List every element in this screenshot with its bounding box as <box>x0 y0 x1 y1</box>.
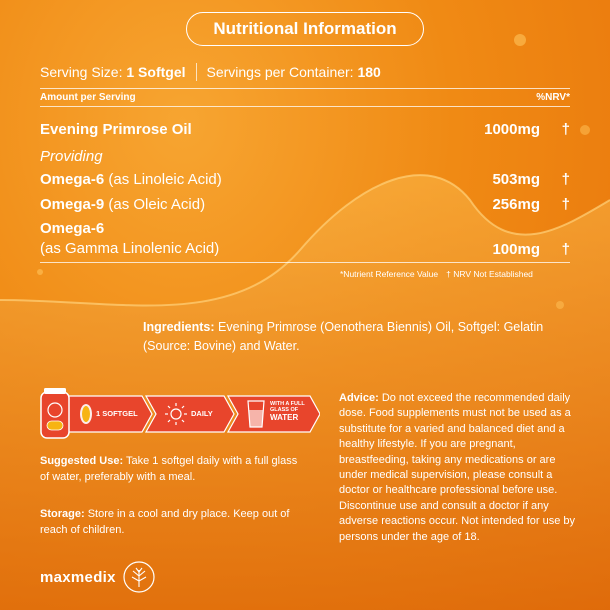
nutrient-nrv: † <box>561 171 570 188</box>
nrv-footnote: *Nutrient Reference Value <box>340 269 439 279</box>
suggested-use-text: Take 1 softgel daily with a full glass of water, preferably with a meal. <box>40 455 298 483</box>
water-label-top: WITH A FULL <box>270 401 305 407</box>
not-established-footnote: † NRV Not Established <box>446 269 533 279</box>
serving-size-value: 1 Softgel <box>126 64 186 80</box>
nutrient-nrv: † <box>561 241 570 258</box>
water-label-bottom: WATER <box>270 412 299 422</box>
nutrient-row <box>40 196 570 213</box>
advice <box>339 391 584 545</box>
nutrient-source: (as Linoleic Acid) <box>108 171 222 188</box>
ingredients-text <box>143 318 583 356</box>
nutrient-amount: 503mg <box>492 171 540 188</box>
main-ingredient-row <box>40 121 570 138</box>
brand-name: maxmedix <box>40 568 116 586</box>
ingredients-body: Evening Primrose (Oenothera Biennis) Oil, Softgel: Gelatin (Source: Bovine) and Water. <box>143 320 544 353</box>
ingredients-label: Ingredients: <box>143 320 215 334</box>
providing-label: Providing <box>40 148 103 165</box>
serving-info <box>40 63 381 81</box>
softgel-icon <box>80 404 92 424</box>
advice-label: Advice: <box>339 392 379 404</box>
divider-bottom <box>40 262 570 263</box>
amount-header: Amount per Serving <box>40 92 136 103</box>
nrv-header: %NRV* <box>536 92 570 103</box>
page-title: Nutritional Information <box>186 12 424 46</box>
storage-text: Store in a cool and dry place. Keep out of reach of children. <box>40 508 290 536</box>
storage-label: Storage: <box>40 508 85 520</box>
storage <box>40 507 310 539</box>
suggested-use <box>40 454 300 486</box>
nutrient-name: Omega-9 <box>40 196 105 213</box>
main-ingredient-name: Evening Primrose Oil <box>40 121 192 138</box>
suggested-use-label: Suggested Use: <box>40 455 124 467</box>
nutrient-source: (as Oleic Acid) <box>108 196 206 213</box>
daily-label: DAILY <box>191 409 213 418</box>
serving-size-label: Serving Size: <box>40 64 123 80</box>
main-ingredient-amount: 1000mg <box>484 121 540 138</box>
main-ingredient-nrv: † <box>561 121 570 138</box>
brand-logo <box>40 560 156 594</box>
footnotes <box>340 269 533 279</box>
separator <box>196 63 197 81</box>
nutrient-name: Omega-6 <box>40 220 105 237</box>
divider-top <box>40 88 570 89</box>
nutrient-amount: 100mg <box>492 241 540 258</box>
leaf-emblem-icon <box>122 560 156 594</box>
divider-header <box>40 106 570 107</box>
nutrient-source: (as Gamma Linolenic Acid) <box>40 239 220 257</box>
nutrient-row <box>40 219 570 258</box>
water-label-mid: GLASS OF <box>270 406 299 413</box>
softgel-label: 1 SOFTGEL <box>96 409 138 418</box>
nutrient-row <box>40 171 570 188</box>
nutrient-amount: 256mg <box>492 196 540 213</box>
nutrient-nrv: † <box>561 196 570 213</box>
water-label <box>270 402 305 422</box>
table-header <box>40 92 570 103</box>
advice-text: Do not exceed the recommended daily dose. Food supplements must not be used as a substitute for a varied and balanced diet and a healthy lifestyle. If you are pregnant, breastfeeding, taking any medications or are under medical supervision, please consult a doctor or healthcare professional before use. Discontinue use and consult a doctor if any adverse reactions occur. Not intended for use by persons under the age of 18. <box>339 392 576 543</box>
bottle-icon <box>41 388 69 438</box>
nutrient-name: Omega-6 <box>40 171 105 188</box>
dosage-band <box>34 388 320 440</box>
servings-per-container-label: Servings per Container: <box>206 64 354 80</box>
servings-per-container-value: 180 <box>357 64 381 80</box>
